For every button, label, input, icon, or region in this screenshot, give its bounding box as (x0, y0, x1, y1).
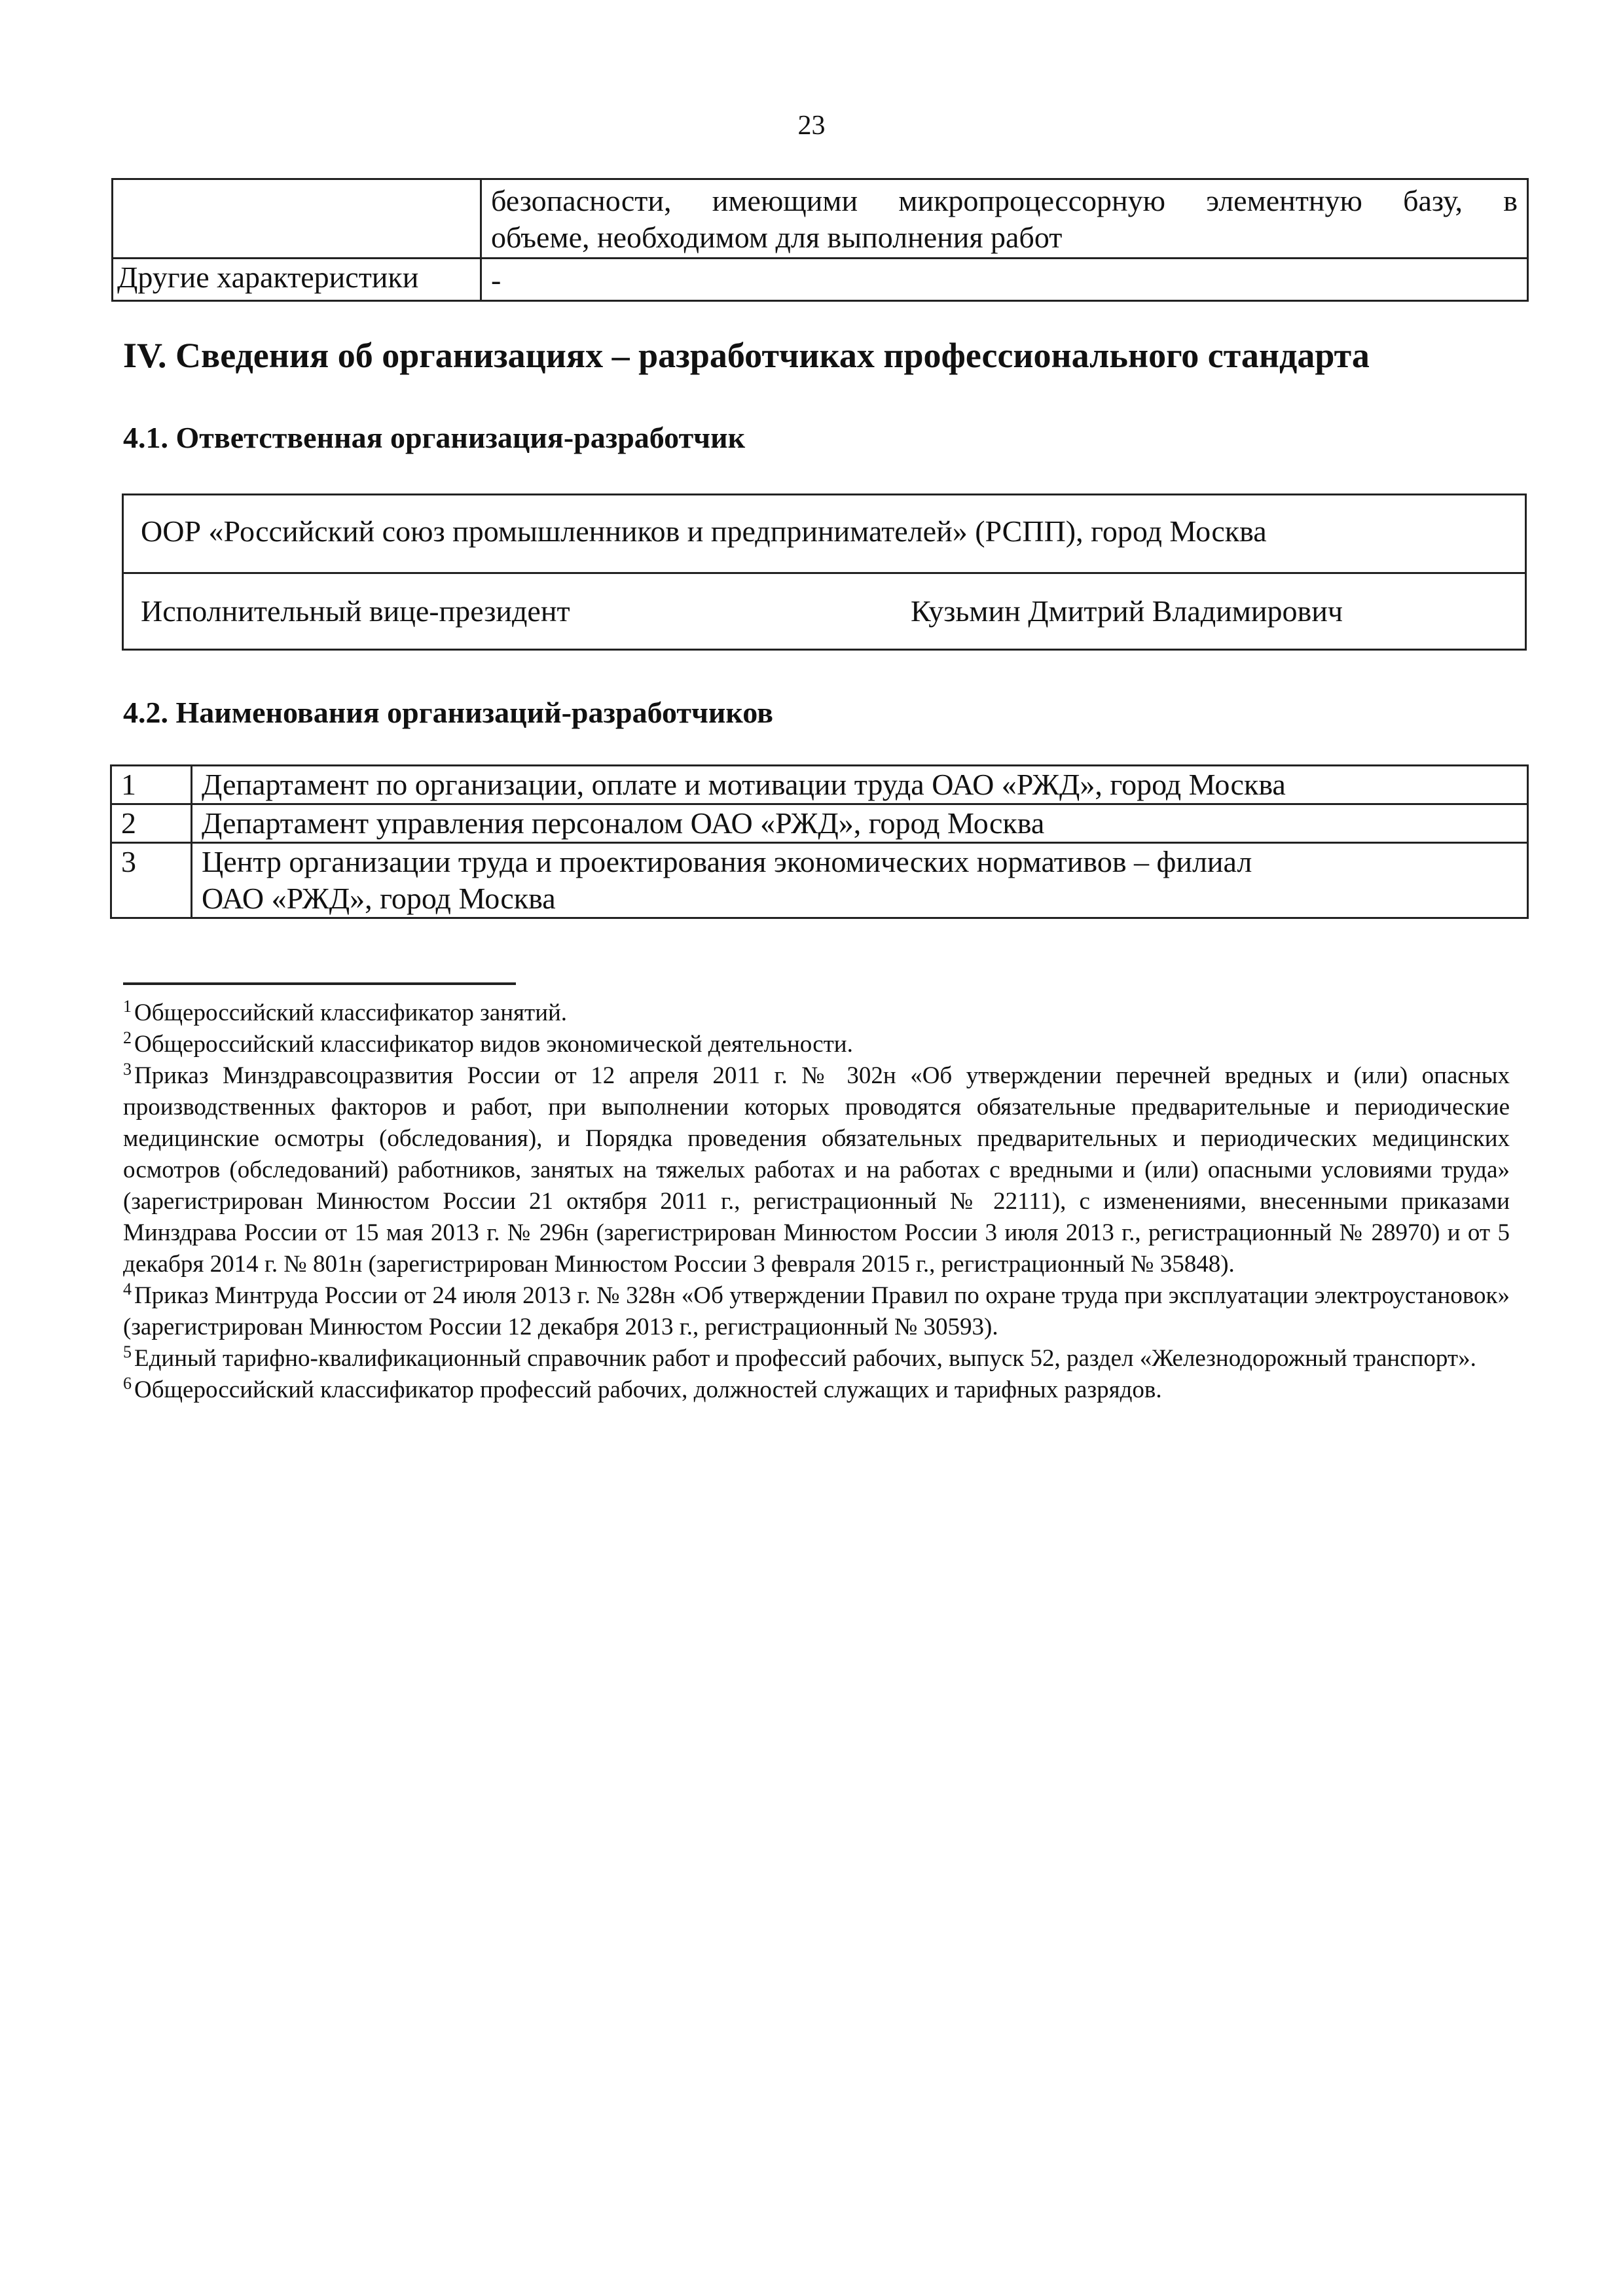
table-cell-value: - (481, 259, 1528, 301)
developer-name-line: ОАО «РЖД», город Москва (202, 882, 556, 915)
developers-heading: 4.2. Наименования организаций-разработчиков (123, 696, 773, 729)
table-row (111, 766, 1528, 804)
table-cell-label (113, 179, 481, 259)
footnote (123, 1343, 1510, 1374)
section-title: IV. Сведения об организациях – разработчиках профессионального стандарта (123, 336, 1370, 375)
footnote-separator (123, 982, 516, 985)
footnote-text: Приказ Минздравсоцразвития России от 12 апреля 2011 г. № 302н «Об утверждении перечней вредных и (или) опасных производственных факторов и работ, при выполнении которых проводятся обязательные предварительные и периодические медицинские осмотры (обследования), и Порядка проведения обязательных предварительных и периодических медицинских осмотров (обследований) работников, занятых на тяжелых работах и на работах с вредными и (или) опасными условиями труда» (зарегистрирован Минюстом России 21 октября 2011 г., регистрационный № 22111), с изменениями, внесенными приказами Минздрава России от 15 мая 2013 г. № 296н (зарегистрирован Минюстом России 3 июля 2013 г., регистрационный № 28970) и от 5 декабря 2014 г. № 801н (зарегистрирован Минюстом России 3 февраля 2015 г., регистрационный № 35848). (123, 1062, 1510, 1278)
signatory-name: Кузьмин Дмитрий Владимирович (911, 594, 1343, 628)
footnote (123, 1060, 1510, 1280)
footnote-mark: 6 (123, 1373, 132, 1393)
row-number: 2 (111, 804, 192, 843)
continuation-table (111, 178, 1529, 302)
table-row (111, 804, 1528, 843)
table-row (113, 259, 1528, 301)
cell-text-line: безопасности, имеющими микропроцессорную элементную базу, в (491, 184, 1518, 217)
footnote-mark: 3 (123, 1059, 132, 1079)
footnote-mark: 1 (123, 996, 132, 1016)
footnote-text: Общероссийский классификатор профессий рабочих, должностей служащих и тарифных разрядов. (134, 1376, 1162, 1403)
footnote-text: Общероссийский классификатор занятий. (134, 999, 568, 1026)
table-cell-label: Другие характеристики (113, 259, 481, 301)
footnote (123, 1374, 1510, 1406)
table-cell-value (481, 179, 1528, 259)
developer-name-line: Центр организации труда и проектирования экономических нормативов – филиал (202, 845, 1252, 878)
footnote-text: Приказ Минтруда России от 24 июля 2013 г. № 328н «Об утверждении Правил по охране труда при эксплуатации электроустановок» (зарегистрирован Минюстом России 12 декабря 2013 г., регистрационный № 30593). (123, 1282, 1510, 1340)
responsible-org-heading: 4.1. Ответственная организация-разработчик (123, 421, 746, 454)
footnote (123, 1029, 1510, 1060)
row-number: 1 (111, 766, 192, 804)
page-number: 23 (797, 111, 826, 141)
row-number: 3 (111, 843, 192, 918)
footnote (123, 997, 1510, 1029)
signatory-position: Исполнительный вице-президент (141, 594, 570, 628)
cell-text-line: объеме, необходимом для выполнения работ (491, 221, 1063, 254)
table-row (111, 843, 1528, 918)
organization-name: ООР «Российский союз промышленников и предпринимателей» (РСПП), город Москва (141, 514, 1267, 548)
footnote-text: Общероссийский классификатор видов экономической деятельности. (134, 1031, 853, 1058)
developer-name (192, 843, 1528, 918)
table-row (113, 179, 1528, 259)
footnote (123, 1280, 1510, 1343)
developer-name: Департамент по организации, оплате и мотивации труда ОАО «РЖД», город Москва (192, 766, 1528, 804)
footnote-text: Единый тарифно-квалификационный справочник работ и профессий рабочих, выпуск 52, раздел «Железнодорожный транспорт». (134, 1345, 1476, 1372)
developers-table (110, 764, 1529, 919)
footnote-mark: 2 (123, 1028, 132, 1047)
footnote-mark: 4 (123, 1279, 132, 1299)
footnotes (123, 997, 1510, 1406)
responsible-org-box (122, 493, 1527, 651)
developer-name: Департамент управления персоналом ОАО «РЖД», город Москва (192, 804, 1528, 843)
divider (124, 572, 1525, 574)
footnote-mark: 5 (123, 1342, 132, 1361)
